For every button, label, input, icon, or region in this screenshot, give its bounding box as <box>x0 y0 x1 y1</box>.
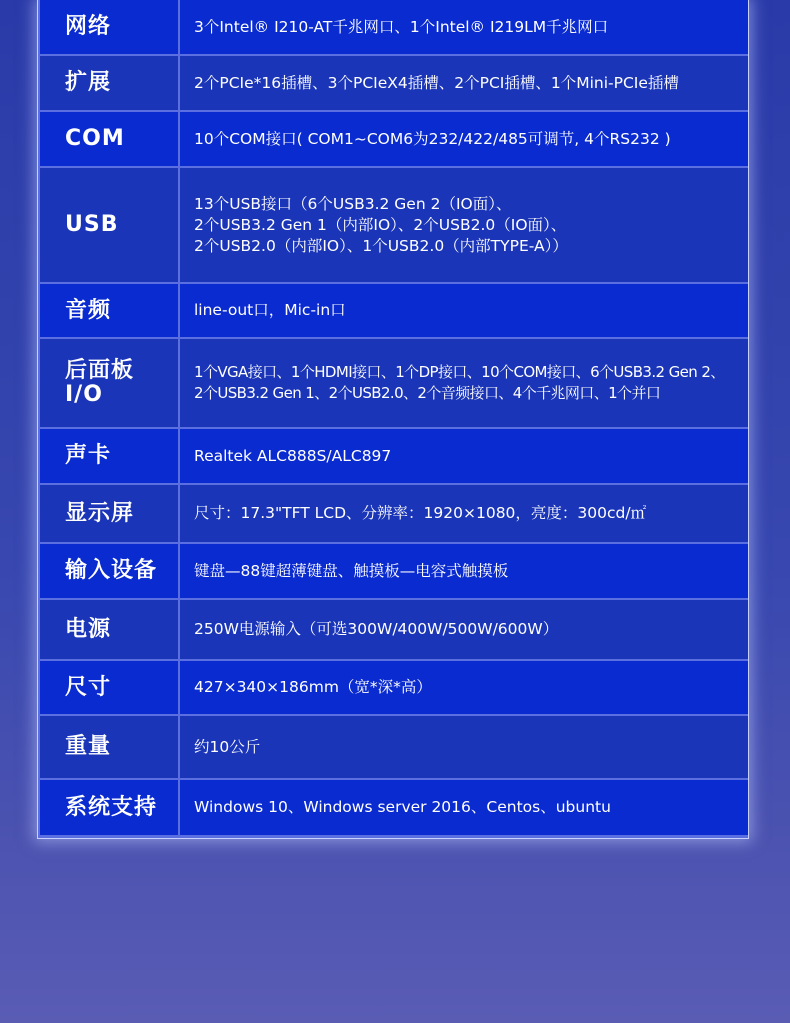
row-value: Windows 10、Windows server 2016、Centos、ubuntu <box>180 780 748 835</box>
row-label: 输入设备 <box>40 544 178 598</box>
row-value: 键盘—88键超薄键盘、触摸板—电容式触摸板 <box>180 544 748 598</box>
row-value: 尺寸：17.3"TFT LCD、分辨率：1920×1080，亮度：300cd/㎡ <box>180 485 748 542</box>
table-row-expansion <box>40 56 748 110</box>
row-value: 3个Intel® I210-AT千兆网口、1个Intel® I219LM千兆网口 <box>180 0 748 54</box>
table-row-network <box>40 0 748 54</box>
row-label: 音频 <box>40 284 178 337</box>
row-label: 重量 <box>40 716 178 778</box>
row-label: 后面板 I/O <box>40 339 178 427</box>
table-row-usb <box>40 168 748 282</box>
row-value: 10个COM接口( COM1~COM6为232/422/485可调节, 4个RS232 ) <box>180 112 748 166</box>
row-value: 1个VGA接口、1个HDMI接口、1个DP接口、10个COM接口、6个USB3.2 Gen 2、 2个USB3.2 Gen 1、2个USB2.0、2个音频接口、4个千兆网口、1个并口 <box>180 339 748 427</box>
row-value: 13个USB接口（6个USB3.2 Gen 2（IO面）、 2个USB3.2 Gen 1（内部IO）、2个USB2.0（IO面）、 2个USB2.0（内部IO）、1个USB2.0（内部TYPE-A）） <box>180 168 748 282</box>
row-label: 声卡 <box>40 429 178 483</box>
row-value: 2个PCIe*16插槽、3个PCIeX4插槽、2个PCI插槽、1个Mini-PCIe插槽 <box>180 56 748 110</box>
table-row-sound-card <box>40 429 748 483</box>
row-value: 250W电源输入（可选300W/400W/500W/600W） <box>180 600 748 659</box>
row-label: 显示屏 <box>40 485 178 542</box>
row-label: COM <box>40 112 178 166</box>
row-label: USB <box>40 168 178 282</box>
table-row-weight <box>40 716 748 778</box>
table-row-display <box>40 485 748 542</box>
table-row-com <box>40 112 748 166</box>
row-label: 扩展 <box>40 56 178 110</box>
table-row-input-devices <box>40 544 748 598</box>
table-row-power <box>40 600 748 659</box>
spec-table <box>40 0 748 835</box>
row-value: Realtek ALC888S/ALC897 <box>180 429 748 483</box>
table-row-rear-panel-io <box>40 339 748 427</box>
row-value: line-out口，Mic-in口 <box>180 284 748 337</box>
table-row-dimensions <box>40 661 748 714</box>
row-value: 约10公斤 <box>180 716 748 778</box>
table-row-audio <box>40 284 748 337</box>
row-label: 电源 <box>40 600 178 659</box>
row-label: 尺寸 <box>40 661 178 714</box>
row-value: 427×340×186mm（宽*深*高） <box>180 661 748 714</box>
table-row-os-support <box>40 780 748 835</box>
row-label: 网络 <box>40 0 178 54</box>
row-label: 系统支持 <box>40 780 178 835</box>
